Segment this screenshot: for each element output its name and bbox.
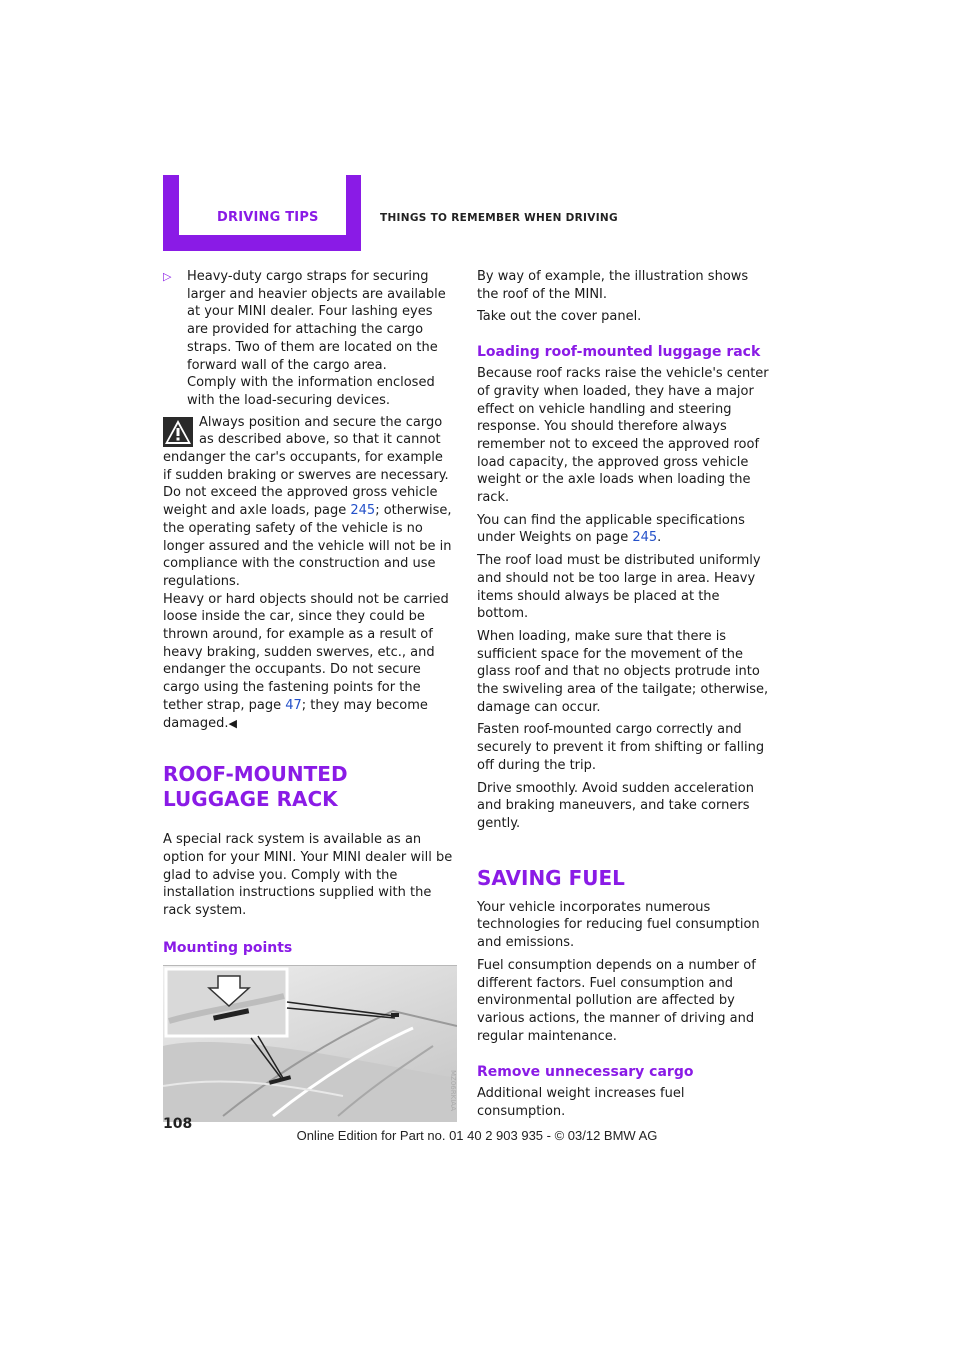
remove-cargo-heading: Remove unnecessary cargo — [477, 1064, 694, 1081]
left-column — [163, 268, 455, 1122]
paragraph: You can find the applicable specifications under Weights on page 245. — [477, 512, 745, 546]
page-link[interactable]: 47 — [285, 697, 302, 713]
roof-illustration — [163, 965, 457, 1122]
paragraph: Additional weight increases fuel consumption. — [477, 1086, 685, 1120]
right-column — [477, 268, 769, 1126]
end-mark-icon: ◀ — [228, 716, 237, 730]
warning-icon — [163, 417, 193, 447]
paragraph: By way of example, the illustration shows the roof of the MINI. — [477, 269, 749, 302]
warning-block — [163, 414, 455, 733]
section-label: DRIVING TIPS — [217, 210, 319, 225]
saving-fuel-heading: SAVING FUEL — [477, 865, 625, 890]
page-number: 108 — [163, 1116, 193, 1132]
paragraph: Take out the cover panel. — [477, 309, 642, 325]
paragraph: Fuel consumption depends on a number of different factors. Fuel consumption and environmental pollution are affected by various actions, the manner of driving and regular maintenance. — [477, 957, 756, 1044]
paragraph: Because roof racks raise the vehicle's center of gravity when loaded, they have a major effect on vehicle handling and steering response. You should therefore always remember not to exceed the approved roof load capacity, the approved gross vehicle weight or the axle loads when loading the rack. — [477, 366, 769, 506]
bullet-paragraph: Heavy-duty cargo straps for securing larger and heavier objects are available at your MINI dealer. Four lashing eyes are provided for attaching the cargo straps. Two of them are located on the forward wall of the cargo area. — [187, 269, 446, 373]
paragraph: Your vehicle incorporates numerous technologies for reducing fuel consumption and emissions. — [477, 899, 760, 951]
page-link[interactable]: 245 — [632, 530, 658, 546]
loading-rack-heading: Loading roof-mounted luggage rack — [477, 344, 761, 361]
roof-rack-paragraph: A special rack system is available as an option for your MINI. Your MINI dealer will be glad to advise you. Comply with the installation instructions supplied with the rack system. — [163, 832, 453, 919]
roof-rack-heading: ROOF-MOUNTED LUGGAGE RACK — [163, 762, 348, 812]
footer-edition: Online Edition for Part no. 01 40 2 903 935 - © 03/12 BMW AG — [296, 1128, 658, 1143]
warning-paragraph: Do not exceed the approved gross vehicle weight and axle loads, page 245; otherwise, the operating safety of the vehicle is no longer assured and the vehicle will not be in compliance with the construction and use regulations. — [163, 485, 452, 589]
page-link[interactable]: 245 — [350, 503, 376, 519]
figure-code: MZ06RKIAA — [449, 1069, 457, 1111]
paragraph: The roof load must be distributed uniformly and should not be too large in area. Heavy items should always be placed at the bottom. — [477, 553, 761, 622]
roof-drawing — [163, 966, 457, 1122]
paragraph: Fasten roof-mounted cargo correctly and securely to prevent it from shifting or falling off during the trip. — [477, 722, 765, 773]
paragraph: Drive smoothly. Avoid sudden acceleration and braking maneuvers, and take corners gently. — [477, 780, 754, 831]
chapter-label: THINGS TO REMEMBER WHEN DRIVING — [380, 212, 618, 224]
header-tab-inner — [179, 175, 346, 235]
warning-paragraph: Heavy or hard objects should not be carried loose inside the car, since they could be thrown around, for example as a result of heavy braking, sudden swerves, etc., and endanger the occupants. Do not secure cargo using the fastening points for the tether strap, page 47; they may become damaged.◀ — [163, 591, 449, 731]
warning-paragraph: Always position and secure the cargo as described above, so that it cannot endanger the car's occupants, for example if sudden braking or swerves are necessary. — [163, 414, 449, 483]
bullet-item — [163, 268, 455, 410]
bullet-paragraph: Comply with the information enclosed with the load-securing devices. — [187, 375, 435, 408]
triangle-bullet-icon: ▷ — [163, 270, 172, 283]
mounting-points-heading: Mounting points — [163, 939, 293, 956]
paragraph: When loading, make sure that there is sufficient space for the movement of the glass roof and that no objects protrude into the swiveling area of the tailgate; otherwise, damage can occur. — [477, 628, 769, 715]
